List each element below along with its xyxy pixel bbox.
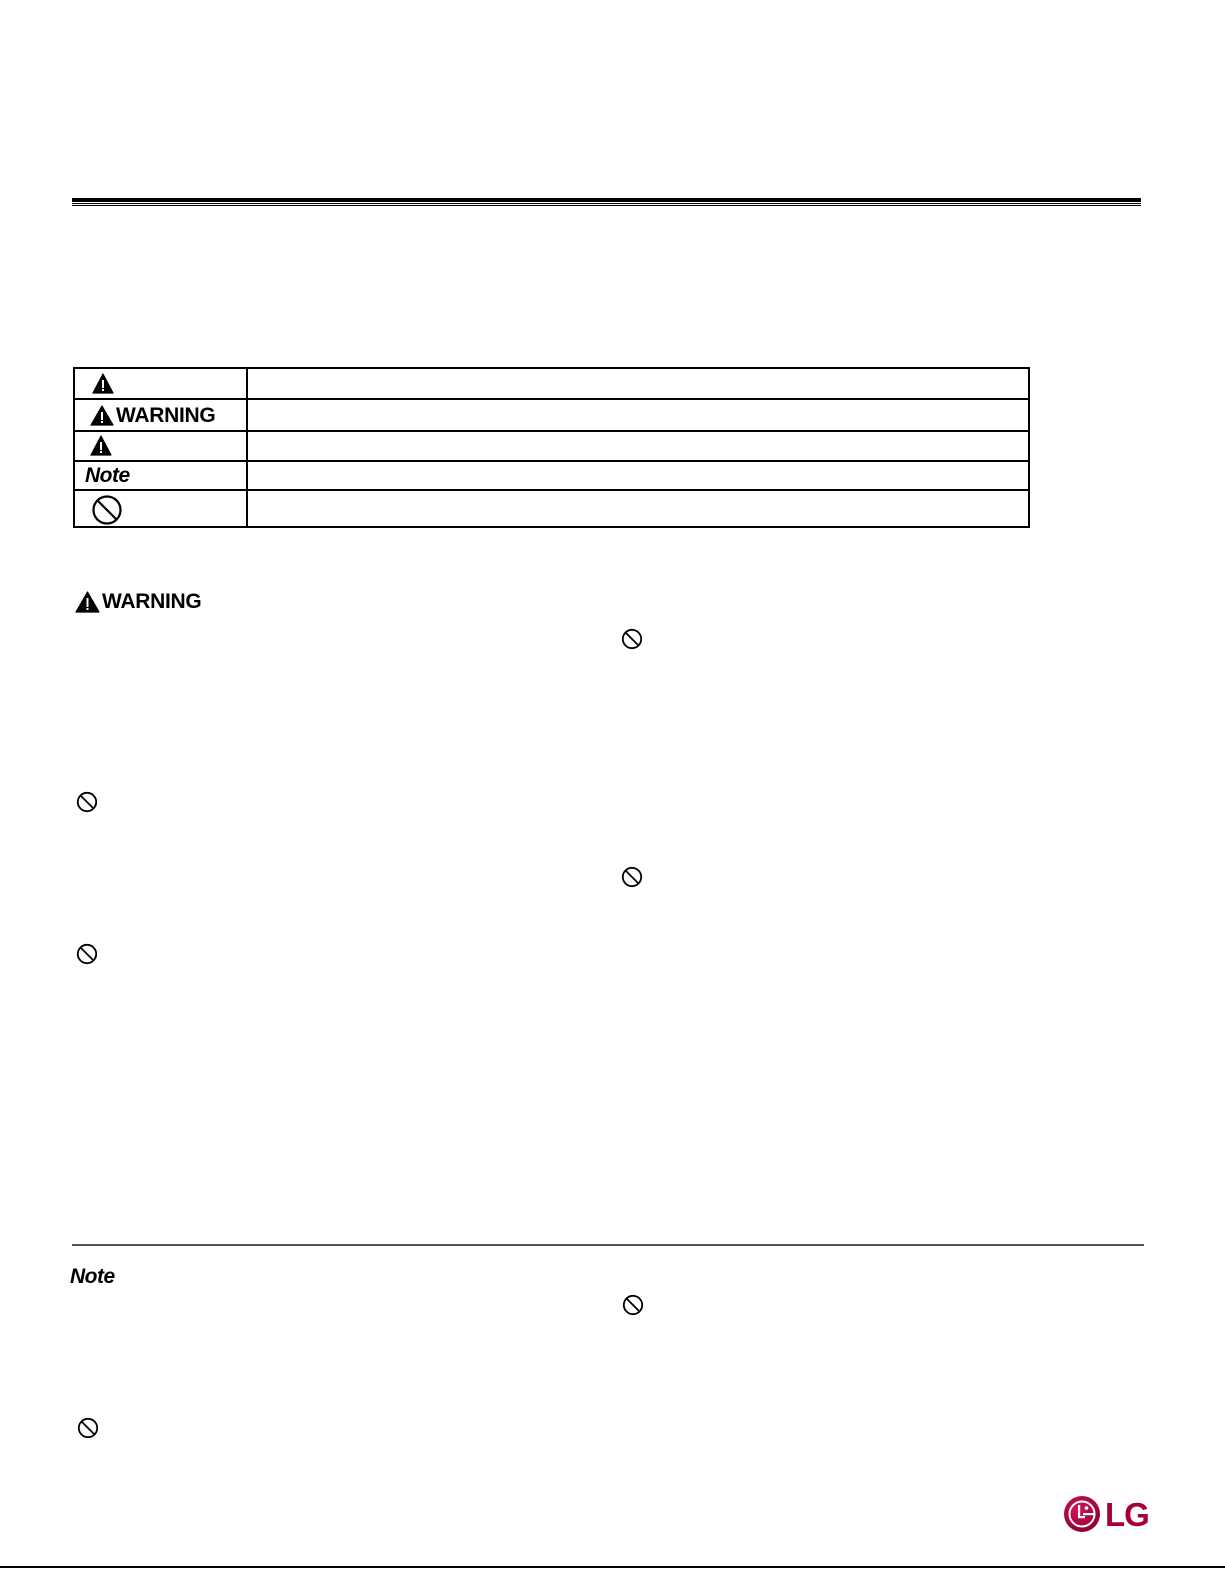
note-label: Note bbox=[85, 464, 130, 487]
header-rule bbox=[72, 198, 1141, 207]
prohibited-icon bbox=[77, 1417, 99, 1439]
table-row bbox=[75, 462, 1028, 491]
symbol-description bbox=[250, 400, 1028, 430]
symbol-description bbox=[250, 432, 1028, 460]
warning-triangle-icon bbox=[92, 373, 114, 394]
lg-logo bbox=[1063, 1495, 1149, 1535]
symbol-description bbox=[250, 491, 1028, 526]
prohibited-icon bbox=[621, 628, 643, 650]
prohibited-icon bbox=[621, 866, 643, 888]
safety-symbols-table bbox=[73, 367, 1030, 528]
prohibited-icon bbox=[76, 791, 98, 813]
lg-face-icon bbox=[1063, 1495, 1101, 1533]
warning-section-label: WARNING bbox=[102, 590, 202, 613]
table-row bbox=[75, 369, 1028, 400]
warning-triangle-icon bbox=[90, 435, 112, 456]
prohibited-icon bbox=[91, 494, 123, 526]
symbol-description bbox=[250, 369, 1028, 398]
table-row bbox=[75, 491, 1028, 526]
lg-wordmark: LG bbox=[1105, 1496, 1149, 1533]
warning-label: WARNING bbox=[116, 404, 216, 427]
note-section-label: Note bbox=[70, 1265, 115, 1288]
symbol-description bbox=[250, 462, 1028, 489]
prohibited-icon bbox=[76, 943, 98, 965]
warning-triangle-icon bbox=[75, 591, 100, 613]
section-divider bbox=[72, 1244, 1144, 1246]
table-row bbox=[75, 432, 1028, 462]
prohibited-icon bbox=[622, 1294, 644, 1316]
warning-heading bbox=[75, 590, 235, 616]
warning-triangle-icon bbox=[90, 405, 114, 426]
footer-rule bbox=[0, 1566, 1225, 1568]
table-row bbox=[75, 400, 1028, 432]
